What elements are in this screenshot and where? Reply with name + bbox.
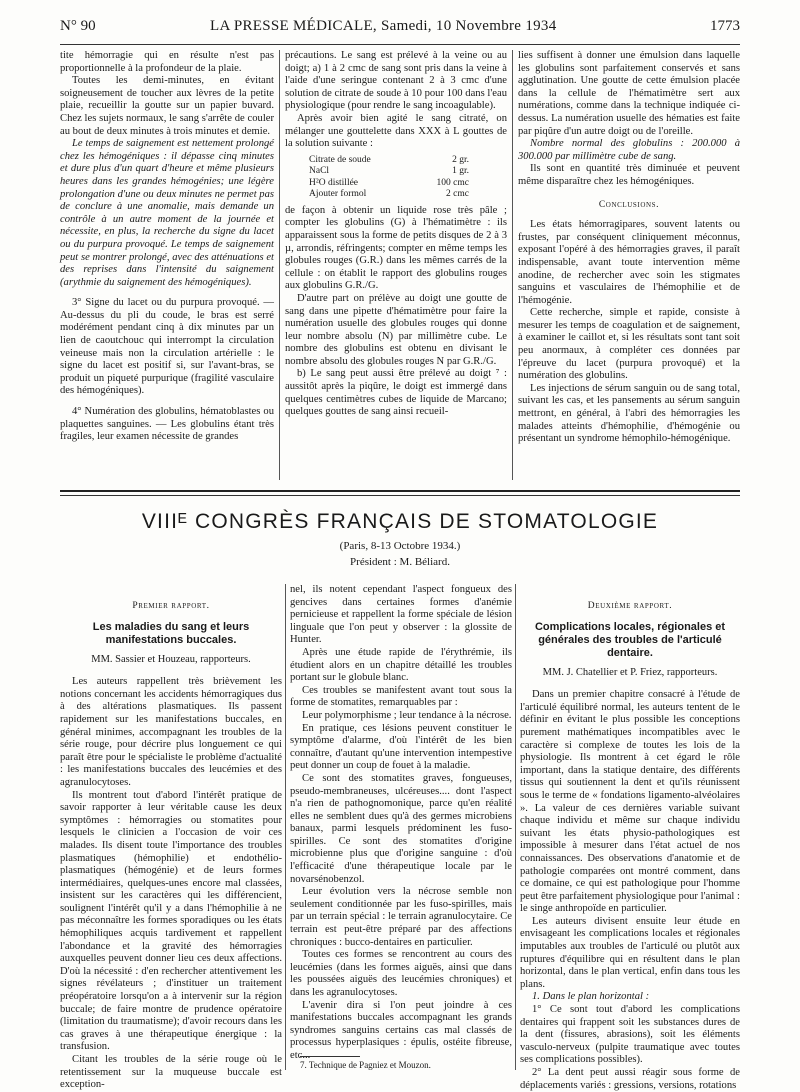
paragraph: En pratique, ces lésions peuvent constituer le symptôme d'alarme, d'où l'intérêt de les bien connaître, d'autant qu'une intervention intempestive peut donner un coup de fouet à la maladie. bbox=[290, 722, 512, 772]
congress-president: Président : M. Béliard. bbox=[350, 556, 450, 568]
column-divider bbox=[512, 50, 513, 480]
paragraph: Ces troubles se manifestent avant tout sous la forme de stomatites, remarquables par : bbox=[290, 684, 512, 709]
column-divider bbox=[285, 584, 286, 1070]
paragraph: Les injections de sérum sanguin ou de sang total, suivant les cas, et les pansements au sérum sanguin mettront, en général, à l'abri des hémorragies les malades atteints d'hémophilie, d'hémogénie ou présentant un syndrome hémophilo-hémogénique. bbox=[518, 382, 740, 445]
report-authors: MM. Sassier et Houzeau, rapporteurs. bbox=[91, 653, 251, 665]
section-rule bbox=[60, 490, 740, 492]
paragraph: 3° Signe du lacet ou du purpura provoqué. — Au-dessus du pli du coude, le bras est serré modérément pendant cinq à dix minutes par un lien de caoutchouc qui interrompt la circulation veineuse mais non la circulation artérielle : le signe du lacet est positif si, sur l'avant-bras, se produit un piqueté purpurique (fragilité vasculaire des hémogéniques). bbox=[60, 297, 274, 397]
paragraph: Leur évolution vers la nécrose semble non seulement conditionnée par les fuso-spirilles, mais par un terrain spécial : le terrain agranulocytaire. Ce terrain est peut-être préparé par des affections chroniques : bucco-dentaires en particulier. bbox=[290, 886, 512, 948]
report-1 bbox=[60, 600, 282, 1091]
congress-title: VIIIᴱ CONGRÈS FRANÇAIS DE STOMATOLOGIE bbox=[141, 510, 659, 533]
congress-subtitle: (Paris, 8-13 Octobre 1934.) bbox=[339, 540, 461, 552]
report-label: Deuxième rapport. bbox=[587, 601, 673, 611]
issue-number: N° 90 bbox=[60, 18, 96, 34]
paragraph: Nombre normal des globulins : 200.000 à 300.000 par millimètre cube de sang. bbox=[518, 138, 740, 162]
section-rule bbox=[60, 495, 740, 496]
paragraph: 1° Ce sont tout d'abord les complications dentaires qui frappent soit les substances dures de la dent (fissures, abrasions), soit les éléments vasculo-nerveux (pulpite traumatique avec toutes ses complications possibles). bbox=[520, 1004, 740, 1066]
paragraph: Dans un premier chapitre consacré à l'étude de l'articulé équilibré normal, les auteurs tentent de le définir en évitant le plus possible les conceptions purement mathématiques incompatibles avec le caractère si complexe de toutes les lois de la physiologie. Ils montrent à cet égard le rôle important, dans la statique dentaire, des différents tissus qui soutiennent la dent et qu'ils réunissent sous le terme de « fondations ligamento-alvéolaires ». La valeur de ces dernières variable suivant chaque individu et même sur chaque individu suivant les états physio-pathologiques est impossible à mesurer dans l'état actuel de nos connaissances. Des observations d'anatomie et de pathologie comparées ont montré comment, dans ce domaine, ce qui est pathologique pour l'homme peut être parfaitement physiologique pour l'animal : le singe anthropoïde en particulier. bbox=[520, 689, 740, 915]
column-divider bbox=[279, 50, 280, 480]
formula-row: Citrate de soude 2 gr. bbox=[309, 154, 469, 165]
paragraph: de façon à obtenir un liquide rose très pâle ; compter les globulins (G) à l'hématimètre : ils apparaissent sous la forme de petits disques de 2 à 3 µ, arrondis, réfringents; compter en même temps les globules rouges (G.R.) dans les mêmes carrés de la cellule : on établit le rapport des globulins rouges aux globulins G.R./G. bbox=[285, 204, 507, 292]
paragraph: nel, ils notent cependant l'aspect fongueux des gencives dans certaines formes d'anémie pernicieuse et rappellent la forme spéciale de lésion linguale que l'on peut y observer : la glossite de Hunter. bbox=[290, 584, 512, 646]
paragraph: Le temps de saignement est nettement prolongé chez les hémogéniques : il dépasse cinq minutes et dure plus d'un quart d'heure et même plusieurs heures dans les grandes hémogénies; une légère prolongation d'une ou deux minutes ne permet pas de conclure à une anomalie, mais demande un contrôle à un autre moment de la journée et nécessite, en plus, la recherche du signe du lacet ou du purpura provoqué. Le temps de saignement peut se montrer prolongé, avec des atténuations et des reprises dans l'intensité du saignement (arythmie du saignement des hémogéniques). bbox=[60, 138, 275, 288]
paragraph: Après une étude rapide de l'érythrémie, ils étudient alors en un chapitre détaillé les troubles portant sur le globule blanc. bbox=[290, 646, 512, 684]
paragraph: L'avenir dira si l'on peut joindre à ces manifestations buccales accompagnant les grands syndromes sanguins certains cas mal classés de processus hyperplasiques : épulis, ostéite fibreuse, etc... bbox=[290, 999, 512, 1061]
paragraph: Ils sont en quantité très diminuée et peuvent même disparaître chez les hémogéniques. bbox=[518, 163, 740, 187]
formula-row: Ajouter formol 2 cmc bbox=[309, 189, 469, 200]
report-1-continued bbox=[290, 584, 512, 1070]
formula-row: H²O distillée 100 cmc bbox=[309, 177, 469, 188]
paragraph: tite hémorragie qui en résulte n'est pas proportionnelle à la profondeur de la plaie. bbox=[60, 50, 274, 74]
report-2 bbox=[520, 600, 740, 1091]
paragraph: Citant les troubles de la série rouge où le retentissement sur la muqueuse buccale est exception- bbox=[60, 1054, 282, 1091]
paragraph: Ce sont des stomatites graves, fongueuses, pseudo-membraneuses, ulcéreuses.... dont l'aspect n'a rien de pathognomonique, parce qu'en réalité elles ne semblent dues qu'à des germes microbiens banaux, parmi lesquels prédominent les fuso-spirilles. Ce sont des stomatites d'origine microbienne plus que d'origine sanguine : d'où l'efficacité d'une thérapeutique locale par le novarsénobenzol. bbox=[290, 772, 512, 885]
column-divider bbox=[515, 584, 516, 1070]
formula-table bbox=[309, 155, 507, 201]
top-column-1 bbox=[60, 50, 274, 480]
paragraph: 2° La dent peut aussi réagir sous forme de déplacements variés : gressions, versions, rotations bbox=[520, 1067, 740, 1091]
report-label: Premier rapport. bbox=[132, 601, 210, 611]
top-column-2 bbox=[285, 50, 507, 480]
paragraph: Les auteurs rappellent très brièvement les notions concernant les accidents hémorragiques dus à des altérations plasmatiques. Ils passent rapidement sur les manifestations buccales, en général minimes, accompagnant les troubles de la série rouge, pour décrire plus longuement ce qui paraît être pour le spécialiste le problème d'actualité : les manifestations buccales des leucémies et des agranulocytoses. bbox=[60, 676, 282, 788]
paragraph: b) Le sang peut aussi être prélevé au doigt ⁷ : aussitôt après la piqûre, le doigt est immergé dans quelques centimètres cubes de liquide de Marcano; quelques gouttes de sang ainsi recueil- bbox=[285, 368, 507, 418]
top-column-3 bbox=[518, 50, 740, 480]
header-rule bbox=[60, 44, 740, 45]
paragraph: Les états hémorragipares, souvent latents ou frustes, par conséquent cliniquement méconnus, exposant l'opéré à des hémorragies graves, il paraît indispensable, avant toute intervention même anodine, de rechercher avec soin les stigmates sanguins et vasculaires de l'hémophilie et de l'hémogénie. bbox=[518, 219, 740, 306]
report-title: Les maladies du sang et leurs manifestations buccales. bbox=[92, 620, 250, 646]
paragraph: D'autre part on prélève au doigt une goutte de sang dans une pipette d'hématimètre pour faire la numération usuelle des globules rouges qui donne leur nombre absolu (N) par millimètre cube. Le nombre des globulins est obtenu en divisant le nombre absolu des globules rouges N par G.R./G. bbox=[285, 292, 507, 367]
paragraph: Après avoir bien agité le sang citraté, on mélanger une gouttelette dans XXX à L gouttes de la solution suivante : bbox=[285, 112, 507, 150]
formula-row: NaCl 1 gr. bbox=[309, 166, 469, 177]
paragraph: Ils montrent tout d'abord l'intérêt pratique de savoir rapporter à leur véritable cause les deux symptômes : hémorragies ou stomatites pour lesquels le clinicien a l'occasion de voir ces malades. Ils disent toute l'importance des troubles plasmatiques (hémophilie) et endothélio-plasmatiques (hémogénie) et de leurs formes intermédiaires, quelques-unes encore mal classées, insistent sur les caractères qui les différencient, soulignent l'intérêt qu'il y a dans l'hémophilie à ne pas méconnaître les formes sporadiques ou les états hémophiliques acquis tardivement et rappellent l'abondance et la gravité des hémorragies auxquelles peuvent donner lieu ces deux affections. D'où la nécessité : d'en rechercher attentivement les signes révélateurs ; d'instituer un traitement préopératoire lorsqu'on a à intervenir sur la région buccale; de faire montre de prudence opératoire (limitation du traumatisme); d'avoir recours dans les cas graves à une thérapeutique énergique : la transfusion. bbox=[60, 789, 282, 1053]
report-authors: MM. J. Chatellier et P. Friez, rapporteurs. bbox=[542, 666, 718, 678]
paragraph: 4° Numération des globulins, hématoblastes ou plaquettes sanguines. — Les globulins étant très fragiles, leur examen nécessite de grandes bbox=[60, 406, 274, 443]
conclusions-heading: Conclusions. bbox=[598, 199, 660, 210]
paragraph: 1. Dans le plan horizontal : bbox=[532, 991, 650, 1003]
journal-title: LA PRESSE MÉDICALE, Samedi, 10 Novembre 1934 bbox=[210, 18, 557, 34]
footnote-rule bbox=[300, 1056, 360, 1057]
paragraph: Les auteurs divisent ensuite leur étude en envisageant les complications locales et régionales imputables aux troubles de l'articulé ou plutôt aux ruptures d'équilibre qui en résultent dans le plan horizontal, dans le plan vertical, enfin dans tous les plans. bbox=[520, 915, 740, 990]
paragraph: Toutes ces formes se rencontrent au cours des leucémies (dans les formes aiguës, ainsi que dans les poussées aiguës des leucémies chroniques) et dans les agranulocytoses. bbox=[290, 949, 512, 998]
page-number: 1773 bbox=[710, 18, 740, 34]
report-title: Complications locales, régionales et générales des troubles de l'articulé dentaire. bbox=[534, 620, 726, 659]
paragraph: précautions. Le sang est prélevé à la veine ou au doigt; a) 1 à 2 cmc de sang sont pris dans la veine à l'aide d'une seringue contenant 2 à 3 cmc d'une solution de citrate de soude à 10 pour 100 dans l'eau physiologique (pour rendre le sang incoagulable). bbox=[285, 50, 507, 112]
paragraph: Toutes les demi-minutes, en évitant soigneusement de toucher aux lèvres de la petite plaie, recueillir la goutte sur un papier buvard. Chez les sujets normaux, le sang s'arrête de couler au bout de deux minutes à trois minutes et demie. bbox=[60, 75, 274, 137]
paragraph: Cette recherche, simple et rapide, consiste à mesurer les temps de coagulation et de saignement, à examiner le caillot et, si les résultats sont tant soit peu anormaux, à compléter ces données par l'épreuve du lacet (purpura provoqué) et la numération des globulins. bbox=[518, 307, 740, 382]
footnote: 7. Technique de Pagniez et Mouzon. bbox=[300, 1060, 431, 1070]
page-header bbox=[60, 18, 740, 40]
paragraph: lies suffisent à donner une émulsion dans laquelle les globulins sont parfaitement conservés et sans agglutination. Une goutte de cette émulsion placée dans la cellule de l'hématimètre sert aux numérations, comme dans la technique indiquée ci-dessus. La numération usuelle des hématies est faite par piqûre d'un autre doigt ou de l'oreille. bbox=[518, 50, 740, 137]
paragraph: Leur polymorphisme ; leur tendance à la nécrose. bbox=[302, 709, 512, 721]
